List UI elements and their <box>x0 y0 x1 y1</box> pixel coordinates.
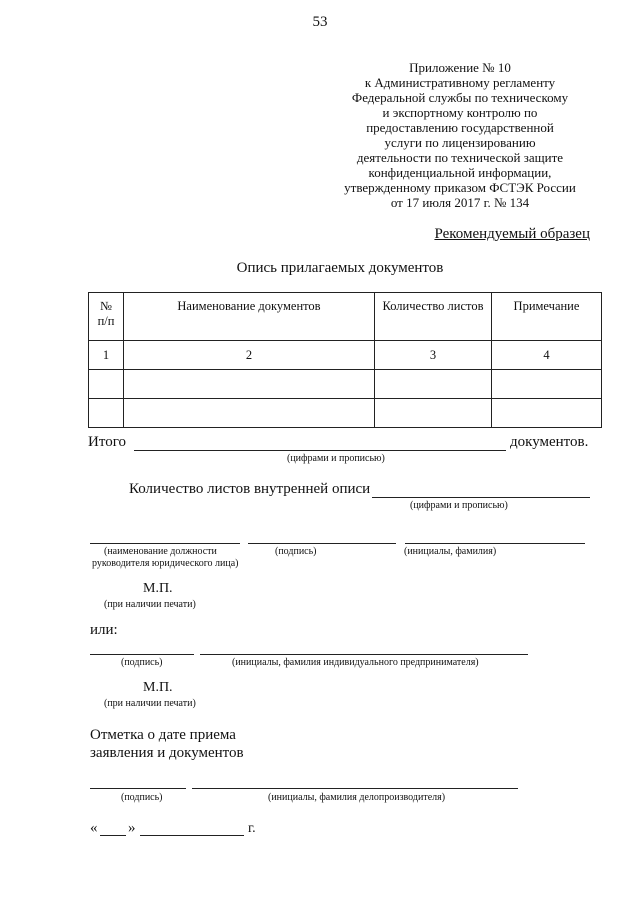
receipt-signature-field-line[interactable] <box>90 788 186 789</box>
total-suffix: документов. <box>510 434 589 450</box>
appendix-line: от 17 июля 2017 г. № 134 <box>390 195 530 210</box>
total-field-line[interactable] <box>134 450 506 451</box>
table-cell: 1 <box>89 341 124 370</box>
ip-signature-hint: (подпись) <box>121 657 163 668</box>
table-cell[interactable] <box>492 370 602 399</box>
page-number: 53 <box>312 14 328 30</box>
appendix-header <box>330 60 590 210</box>
appendix-line: конфиденциальной информации, <box>368 165 552 180</box>
appendix-line: деятельности по технической защите <box>356 150 564 165</box>
or-label: или: <box>90 622 118 638</box>
date-close-quote: » <box>128 820 136 836</box>
appendix-line: предоставлению государственной <box>366 120 554 135</box>
signature-hint: (подпись) <box>275 546 317 557</box>
appendix-line: и экспортному контролю по <box>382 105 538 120</box>
total-prefix: Итого <box>88 434 126 450</box>
table-cell: 4 <box>492 341 602 370</box>
appendix-line: Приложение № 10 <box>409 60 511 75</box>
table-row <box>89 399 602 428</box>
date-year-suffix: г. <box>248 821 256 836</box>
date-open-quote: « <box>90 820 98 836</box>
inner-inventory-label: Количество листов внутренней описи <box>129 481 371 497</box>
appendix-line: к Административному регламенту <box>364 75 556 90</box>
stamp-hint: (при наличии печати) <box>104 599 196 610</box>
ip-name-hint: (инициалы, фамилия индивидуального предпринимателя) <box>232 657 479 668</box>
appendix-line: утвержденному приказом ФСТЭК России <box>344 180 576 195</box>
header-note: Примечание <box>492 293 602 341</box>
table-cell[interactable] <box>124 399 375 428</box>
ip-stamp-label: М.П. <box>143 680 173 695</box>
header-number-line2: п/п <box>97 314 115 328</box>
receipt-signature-hint: (подпись) <box>121 792 163 803</box>
table-cell: 3 <box>375 341 492 370</box>
name-field-line[interactable] <box>405 543 585 544</box>
stamp-label: М.П. <box>143 581 173 596</box>
sample-label: Рекомендуемый образец <box>434 226 590 242</box>
position-hint: (наименование должности <box>104 546 217 557</box>
table-cell[interactable] <box>89 370 124 399</box>
table-row <box>89 370 602 399</box>
table-cell[interactable] <box>89 399 124 428</box>
total-hint: (цифрами и прописью) <box>287 453 385 464</box>
table-cell[interactable] <box>375 399 492 428</box>
receipt-label-line1: Отметка о дате приема <box>90 727 236 743</box>
position-field-line[interactable] <box>90 543 240 544</box>
table-header-row <box>89 293 602 341</box>
receipt-name-field-line[interactable] <box>192 788 518 789</box>
header-number-line1: № <box>100 299 112 313</box>
signature-field-line[interactable] <box>248 543 396 544</box>
receipt-label-line2: заявления и документов <box>90 745 244 761</box>
appendix-line: услуги по лицензированию <box>384 135 536 150</box>
table-cell[interactable] <box>124 370 375 399</box>
position-hint-line2: руководителя юридического лица) <box>92 558 239 569</box>
date-day-field-line[interactable] <box>100 835 126 836</box>
name-hint: (инициалы, фамилия) <box>404 546 497 557</box>
header-sheet-count: Количество листов <box>375 293 492 341</box>
ip-stamp-hint: (при наличии печати) <box>104 698 196 709</box>
table-cell[interactable] <box>492 399 602 428</box>
table-cell: 2 <box>124 341 375 370</box>
inner-inventory-hint: (цифрами и прописью) <box>410 500 508 511</box>
table-cell[interactable] <box>375 370 492 399</box>
table-row <box>89 341 602 370</box>
header-number <box>89 293 124 341</box>
ip-name-field-line[interactable] <box>200 654 528 655</box>
date-month-field-line[interactable] <box>140 835 244 836</box>
appendix-line: Федеральной службы по техническому <box>351 90 569 105</box>
ip-signature-field-line[interactable] <box>90 654 194 655</box>
receipt-name-hint: (инициалы, фамилия делопроизводителя) <box>268 792 446 803</box>
document-title: Опись прилагаемых документов <box>236 260 444 276</box>
inner-inventory-field-line[interactable] <box>372 497 590 498</box>
documents-table <box>88 292 602 428</box>
header-document-name: Наименование документов <box>124 293 375 341</box>
